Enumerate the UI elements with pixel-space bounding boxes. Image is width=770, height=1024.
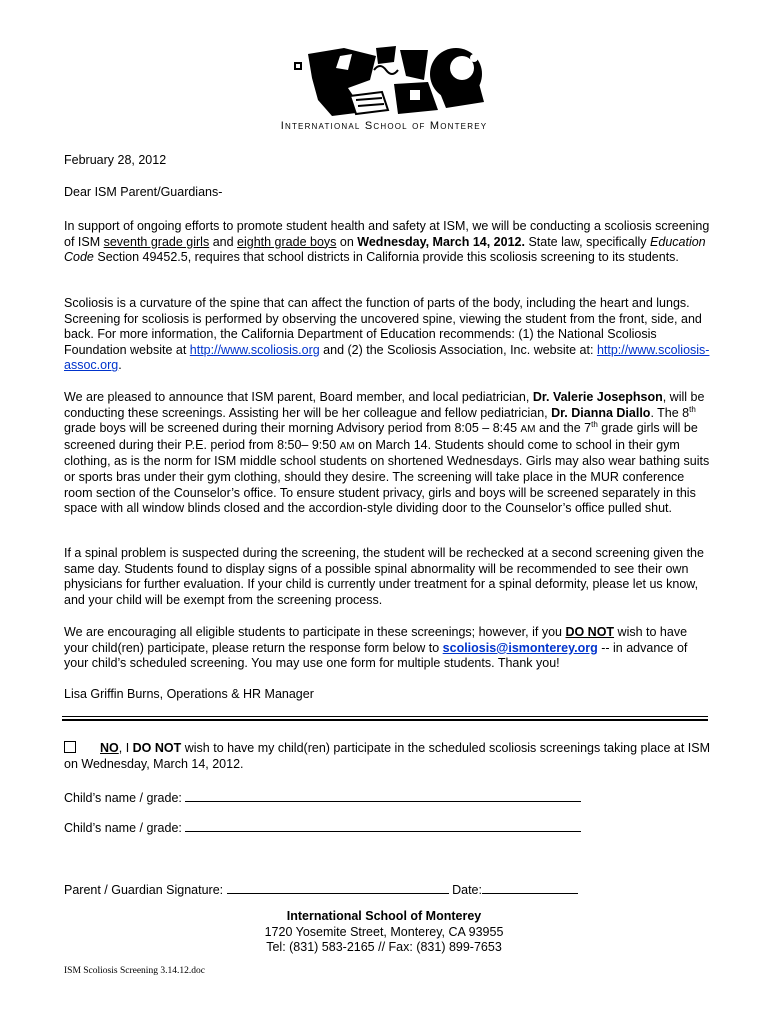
p5-text-b: wish to have your child(ren) participate, please return the response form below to	[64, 625, 688, 655]
letter-signature: Lisa Griffin Burns, Operations & HR Manager	[64, 687, 314, 701]
p3-text-a: We are pleased to announce that ISM parent, Board member, and local pediatrician,	[64, 390, 533, 404]
footer	[64, 909, 704, 956]
letter-salutation: Dear ISM Parent/Guardians-	[64, 185, 223, 199]
date-field[interactable]	[482, 882, 578, 894]
p1-text-e: Section 49452.5, requires that school districts in California provide this scoliosis screening to its students.	[93, 250, 679, 265]
p3-sup-1: th	[689, 404, 696, 414]
paragraph-followup: If a spinal problem is suspected during the screening, the student will be rechecked at a second screening given the same day. Students found to display signs of a possible spinal abnormality will be recommended to see their own physicians for further evaluation. If your child is currently under treatment for a spinal deformity, please let us know, and your child will be exempt from the screening process.	[64, 546, 704, 607]
p5-text-a: We are encouraging all eligible students to participate in these screenings; however, if you	[64, 625, 566, 639]
scoliosis-org-link[interactable]: http://www.scoliosis.org	[189, 342, 320, 357]
email-link[interactable]: scoliosis@ismonterey.org	[442, 640, 598, 655]
parent-signature-field[interactable]	[227, 882, 449, 894]
paragraph-scoliosis-info	[64, 296, 714, 374]
child-name-row-2	[64, 820, 714, 837]
footer-phone: Tel: (831) 583-2165 // Fax: (831) 899-7653	[266, 940, 502, 954]
child-name-field-2[interactable]	[185, 820, 581, 832]
p2-text-b: and (2) the Scoliosis Association, Inc. website at:	[319, 342, 597, 357]
p3-am-1: AM	[520, 424, 536, 436]
p2-text-c: .	[118, 358, 122, 373]
signature-row	[64, 882, 714, 899]
footer-school-name: International School of Monterey	[286, 909, 482, 923]
p3-sup-2: th	[591, 420, 598, 430]
footer-address: 1720 Yosemite Street, Monterey, CA 93955	[264, 924, 504, 939]
seventh-grade-girls: seventh grade girls	[103, 234, 210, 249]
p1-text-a: In support of ongoing efforts to promote student health and safety at ISM, we will be conducting a scoliosis screening of ISM	[64, 219, 710, 249]
child-name-label-2: Child’s name / grade:	[64, 821, 182, 835]
p3-text-b: , will be conducting these screenings. Assisting her will be her colleague and fellow pediatrician,	[64, 390, 705, 420]
school-wordmark: International School of Monterey	[280, 120, 488, 132]
p3-text-c: . The 8	[650, 405, 690, 420]
education-code: Education Code	[64, 234, 706, 265]
paragraph-screening-details	[64, 390, 714, 517]
screening-date: Wednesday, March 14, 2012.	[357, 234, 525, 249]
p3-text-f: grade girls will be screened during their P.E. period from 8:50– 9:50	[64, 421, 698, 452]
p5-do-not: DO NOT	[565, 625, 615, 639]
p3-text-d: grade boys will be screened during their morning Advisory period from 8:05 – 8:45	[64, 421, 521, 436]
form-no: NO	[100, 741, 119, 755]
p1-text-c: on	[336, 234, 358, 249]
paragraph-opt-out	[64, 625, 714, 672]
p3-am-2: AM	[339, 440, 355, 452]
separator-line	[62, 716, 708, 717]
p1-text-b: and	[209, 234, 238, 249]
scoliosis-assoc-link[interactable]: http://www.scoliosis-assoc.org	[64, 342, 710, 373]
parent-signature-label: Parent / Guardian Signature:	[64, 883, 224, 897]
doctor-josephson: Dr. Valerie Josephson	[532, 390, 663, 404]
school-logo	[278, 40, 490, 135]
letter-date: February 28, 2012	[64, 153, 167, 167]
opt-out-checkbox[interactable]	[64, 741, 76, 753]
form-do-not: DO NOT	[132, 741, 182, 755]
child-name-row-1	[64, 790, 714, 807]
opt-out-statement	[64, 741, 714, 772]
doctor-diallo: Dr. Dianna Diallo	[551, 405, 651, 420]
child-name-label-1: Child’s name / grade:	[64, 791, 182, 805]
logo-artwork-icon	[278, 40, 490, 120]
p3-text-g: on March 14. Students should come to school in their gym clothing, as is the norm for ISM middle school students on shortened Wednesdays. Girls may also wear bathing suits or sports bras under their gym clothing, should they desire. The screening will take place in the MUR conference room section of the Counselor’s office. To ensure student privacy, girls and boys will be screened separately in this space with all window blinds closed and the accordion-style dividing door to the Counselor’s office pulled shut.	[64, 437, 710, 516]
p5-text-c: -- in advance of your child’s scheduled screening. You may use one form for multiple students. Thank you!	[64, 640, 688, 671]
date-label: Date:	[452, 883, 482, 897]
eighth-grade-boys: eighth grade boys	[237, 234, 337, 249]
p1-text-d: State law, specifically	[524, 234, 651, 249]
child-name-field-1[interactable]	[185, 790, 581, 802]
paragraph-intro	[64, 219, 714, 266]
form-text-b: wish to have my child(ren) participate in the scheduled scoliosis screenings taking place at ISM on Wednesday, March 14, 2012.	[64, 741, 710, 771]
separator-line-thick	[62, 719, 708, 721]
p3-text-e: and the 7	[535, 421, 592, 436]
p2-text-a: Scoliosis is a curvature of the spine that can affect the function of parts of the body, including the heart and lungs. Screening for scoliosis is performed by observing the uncovered spine, viewing the student from the front, side, and back. For more information, the California Department of Education recommends: (1) the National Scoliosis Foundation website at	[64, 296, 702, 357]
document-filename: ISM Scoliosis Screening 3.14.12.doc	[64, 966, 205, 976]
form-text-a: , I	[118, 741, 133, 755]
